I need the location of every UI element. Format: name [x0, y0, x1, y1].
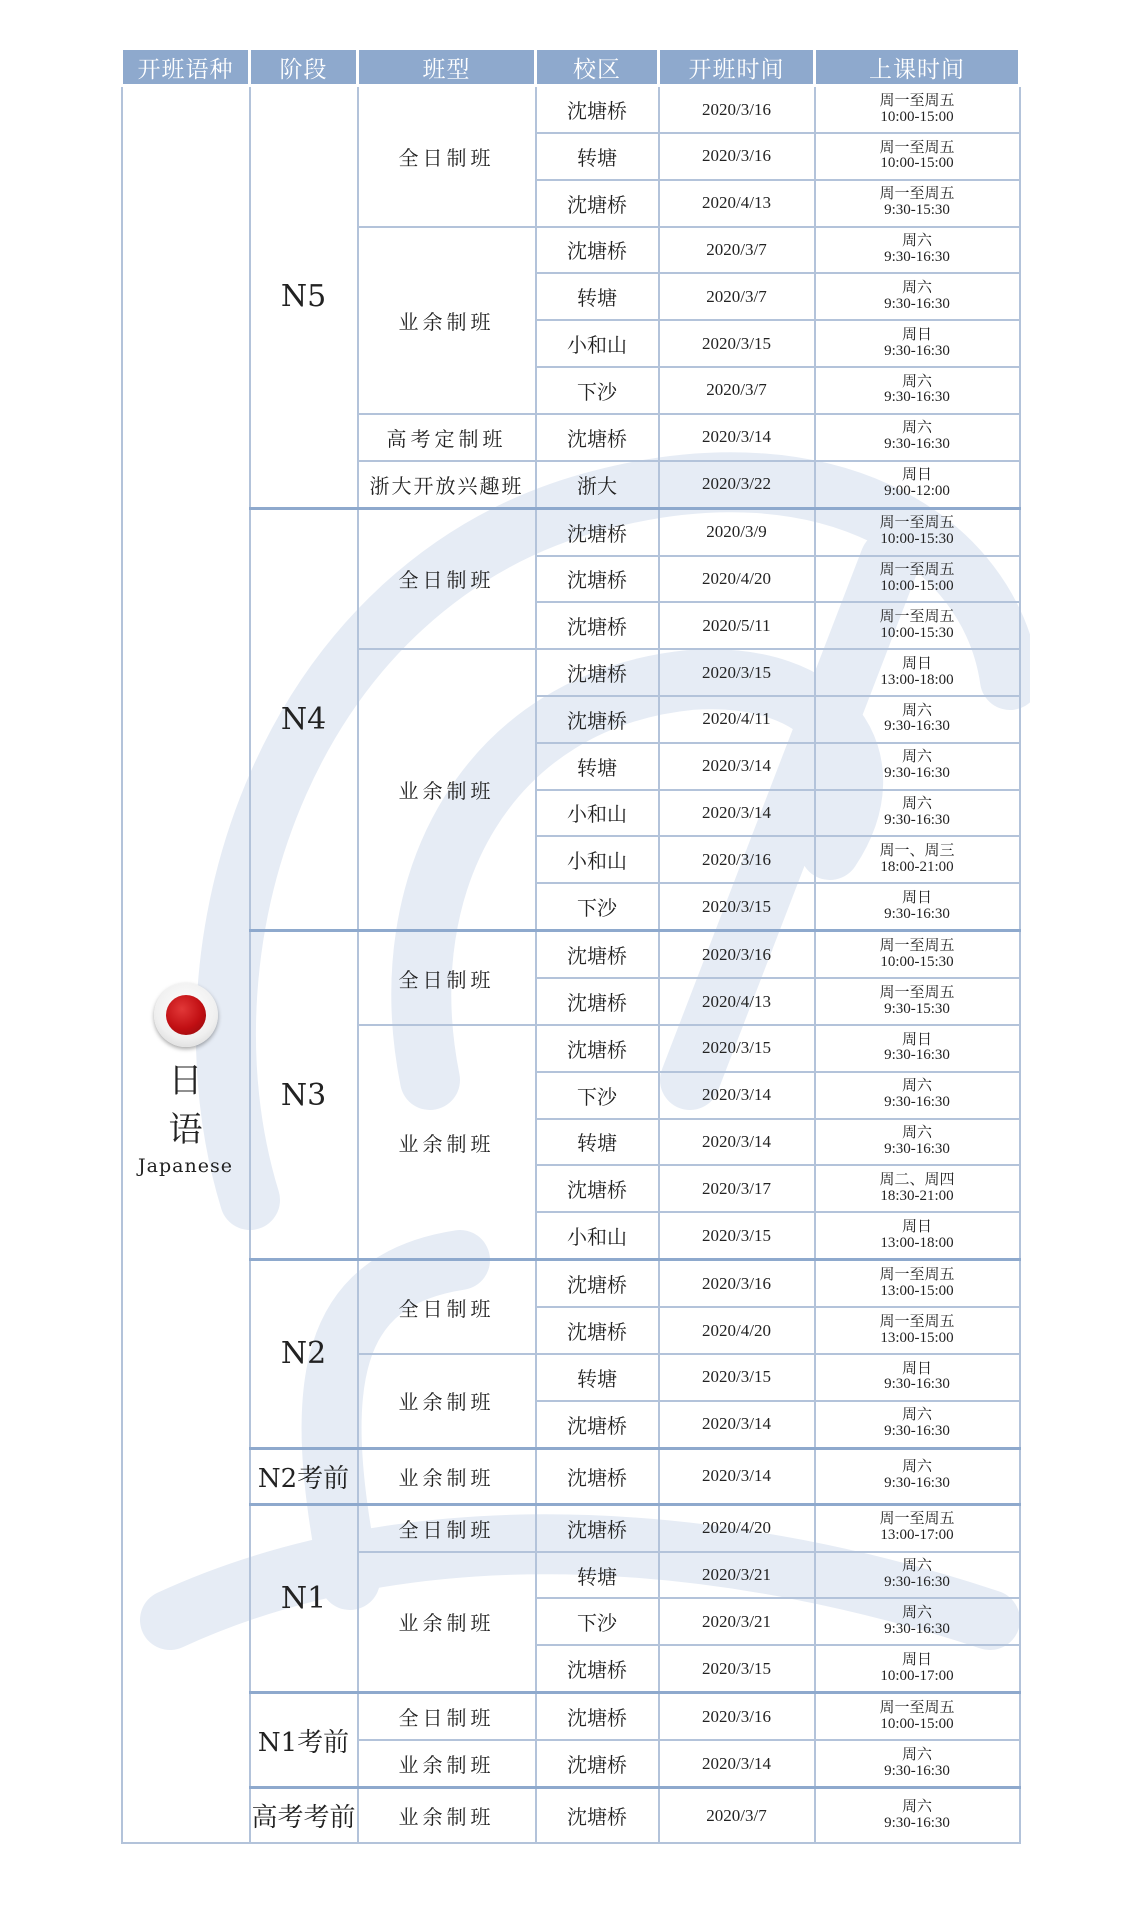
header-row: [122, 49, 1020, 86]
campus-cell: 沈塘桥: [536, 1740, 659, 1788]
start-date-cell: 2020/3/16: [659, 86, 815, 134]
campus-cell: 沈塘桥: [536, 1307, 659, 1354]
start-date-cell: 2020/4/13: [659, 180, 815, 227]
class-time-cell: [815, 180, 1020, 227]
start-date-cell: 2020/3/16: [659, 1693, 815, 1741]
campus-cell: 沈塘桥: [536, 931, 659, 979]
class-hours: 9:30-16:30: [884, 295, 950, 312]
start-date-cell: 2020/4/11: [659, 696, 815, 743]
campus-cell: 转塘: [536, 1552, 659, 1599]
class-time-cell: [815, 320, 1020, 367]
table-row: [122, 1504, 1020, 1552]
start-date-cell: 2020/3/14: [659, 1401, 815, 1449]
start-date-cell: 2020/3/15: [659, 883, 815, 931]
class-time-cell: [815, 1354, 1020, 1401]
class-time-cell: [815, 931, 1020, 979]
start-date-cell: 2020/3/7: [659, 273, 815, 320]
class-days: 周一至周五: [879, 562, 955, 579]
campus-cell: 沈塘桥: [536, 1693, 659, 1741]
campus-cell: 沈塘桥: [536, 1645, 659, 1693]
class-time-cell: [815, 1788, 1020, 1843]
class-hours: 10:00-15:30: [880, 624, 954, 641]
class-time-cell: [815, 1645, 1020, 1693]
class-time-cell: [815, 836, 1020, 883]
class-time-cell: [815, 227, 1020, 274]
language-name-en: Japanese: [138, 1154, 233, 1177]
class-days: 周日: [901, 1651, 932, 1668]
class-days: 周六: [901, 373, 932, 390]
class-type-cell: 全日制班: [358, 1260, 536, 1354]
class-type-cell: 业余制班: [358, 649, 536, 930]
class-days: 周一至周五: [879, 186, 955, 203]
stage-cell: 高考考前: [250, 1788, 358, 1843]
class-hours: 9:30-16:30: [884, 1574, 950, 1590]
table-row: [122, 1448, 1020, 1504]
campus-cell: 沈塘桥: [536, 696, 659, 743]
class-time-cell: [815, 273, 1020, 320]
class-hours: 9:30-16:30: [884, 1475, 950, 1492]
class-days: 周六: [901, 1798, 932, 1815]
class-time-cell: [815, 1598, 1020, 1645]
class-hours: 9:30-16:30: [884, 1762, 950, 1779]
start-date-cell: 2020/3/16: [659, 1260, 815, 1308]
start-date-cell: 2020/3/16: [659, 931, 815, 979]
header-class-time: 上课时间: [815, 49, 1020, 86]
stage-cell: N1考前: [250, 1693, 358, 1788]
campus-cell: 小和山: [536, 790, 659, 837]
class-hours: 10:00-17:00: [880, 1667, 954, 1684]
class-hours: 9:30-16:30: [884, 765, 950, 782]
start-date-cell: 2020/3/14: [659, 743, 815, 790]
campus-cell: 小和山: [536, 320, 659, 367]
class-type-cell: 业余制班: [358, 1025, 536, 1260]
class-days: 周六: [901, 1746, 932, 1763]
class-hours: 9:30-16:30: [884, 1047, 950, 1064]
campus-cell: 转塘: [536, 743, 659, 790]
start-date-cell: 2020/3/14: [659, 414, 815, 461]
class-hours: 10:00-15:00: [880, 577, 954, 594]
campus-cell: 沈塘桥: [536, 978, 659, 1025]
campus-cell: 沈塘桥: [536, 1788, 659, 1843]
class-time-cell: [815, 461, 1020, 509]
class-hours: 13:00-15:00: [880, 1282, 954, 1299]
start-date-cell: 2020/3/9: [659, 508, 815, 556]
class-hours: 9:30-16:30: [884, 718, 950, 735]
class-days: 周日: [901, 1031, 932, 1048]
japan-flag-icon: [154, 983, 218, 1047]
start-date-cell: 2020/3/15: [659, 1354, 815, 1401]
class-days: 周六: [901, 749, 932, 766]
campus-cell: 小和山: [536, 1212, 659, 1260]
campus-cell: 沈塘桥: [536, 1448, 659, 1504]
start-date-cell: 2020/3/15: [659, 649, 815, 696]
class-days: 周一至周五: [879, 139, 955, 156]
class-hours: 10:00-15:00: [880, 1715, 954, 1732]
campus-cell: 沈塘桥: [536, 508, 659, 556]
class-days: 周日: [901, 1218, 932, 1235]
class-time-cell: [815, 414, 1020, 461]
class-hours: 9:00-12:00: [884, 483, 950, 500]
class-days: 周六: [901, 1125, 932, 1142]
class-days: 周六: [901, 702, 932, 719]
start-date-cell: 2020/4/20: [659, 1307, 815, 1354]
class-hours: 9:30-16:30: [884, 1423, 950, 1440]
class-time-cell: [815, 649, 1020, 696]
language-block: [123, 983, 249, 1177]
class-hours: 18:00-21:00: [880, 858, 954, 875]
class-hours: 9:30-16:30: [884, 436, 950, 453]
class-time-cell: [815, 1504, 1020, 1552]
campus-cell: 沈塘桥: [536, 227, 659, 274]
header-class-type: 班型: [358, 49, 536, 86]
class-type-cell: 全日制班: [358, 86, 536, 227]
stage-cell: N2: [250, 1260, 358, 1449]
start-date-cell: 2020/3/15: [659, 320, 815, 367]
start-date-cell: 2020/3/7: [659, 227, 815, 274]
campus-cell: 转塘: [536, 133, 659, 180]
class-time-cell: [815, 1307, 1020, 1354]
class-days: 周一至周五: [879, 1266, 955, 1283]
start-date-cell: 2020/3/15: [659, 1025, 815, 1072]
stage-cell: N1: [250, 1504, 358, 1693]
class-hours: 10:00-15:00: [880, 108, 954, 125]
start-date-cell: 2020/3/15: [659, 1645, 815, 1693]
class-time-cell: [815, 1693, 1020, 1741]
campus-cell: 转塘: [536, 273, 659, 320]
campus-cell: 转塘: [536, 1119, 659, 1166]
class-time-cell: [815, 133, 1020, 180]
start-date-cell: 2020/3/14: [659, 1119, 815, 1166]
class-type-cell: 全日制班: [358, 508, 536, 649]
class-hours: 13:00-18:00: [880, 671, 954, 688]
class-time-cell: [815, 1740, 1020, 1788]
campus-cell: 沈塘桥: [536, 1504, 659, 1552]
start-date-cell: 2020/3/14: [659, 1072, 815, 1119]
start-date-cell: 2020/4/20: [659, 556, 815, 603]
class-hours: 9:30-16:30: [884, 1140, 950, 1157]
class-type-cell: 全日制班: [358, 931, 536, 1025]
start-date-cell: 2020/3/16: [659, 133, 815, 180]
campus-cell: 沈塘桥: [536, 556, 659, 603]
stage-cell: N2考前: [250, 1448, 358, 1504]
class-time-cell: [815, 1260, 1020, 1308]
campus-cell: 浙大: [536, 461, 659, 509]
campus-cell: 沈塘桥: [536, 1260, 659, 1308]
class-type-cell: 业余制班: [358, 1552, 536, 1693]
campus-cell: 沈塘桥: [536, 602, 659, 649]
class-days: 周日: [901, 1360, 932, 1377]
start-date-cell: 2020/5/11: [659, 602, 815, 649]
class-type-cell: 业余制班: [358, 1448, 536, 1504]
campus-cell: 下沙: [536, 367, 659, 414]
class-hours: 13:00-18:00: [880, 1234, 954, 1251]
class-days: 周六: [901, 1605, 932, 1622]
class-schedule-table: [120, 47, 1021, 1844]
header-campus: 校区: [536, 49, 659, 86]
campus-cell: 沈塘桥: [536, 180, 659, 227]
campus-cell: 沈塘桥: [536, 1165, 659, 1212]
class-days: 周一至周五: [879, 937, 955, 954]
campus-cell: 沈塘桥: [536, 1025, 659, 1072]
class-time-cell: [815, 1072, 1020, 1119]
table-row: [122, 508, 1020, 556]
class-type-cell: 高考定制班: [358, 414, 536, 461]
class-type-cell: 业余制班: [358, 1740, 536, 1788]
class-hours: 9:30-16:30: [884, 1376, 950, 1393]
class-days: 周一至周五: [879, 609, 955, 626]
start-date-cell: 2020/3/7: [659, 367, 815, 414]
class-time-cell: [815, 790, 1020, 837]
stage-cell: N4: [250, 508, 358, 931]
class-time-cell: [815, 86, 1020, 134]
class-days: 周一、周三: [879, 843, 955, 859]
start-date-cell: 2020/3/14: [659, 1740, 815, 1788]
class-hours: 9:30-16:30: [884, 342, 950, 359]
class-hours: 10:00-15:30: [880, 953, 954, 970]
class-type-cell: 全日制班: [358, 1504, 536, 1552]
class-time-cell: [815, 1212, 1020, 1260]
start-date-cell: 2020/3/21: [659, 1552, 815, 1599]
class-hours: 9:30-15:30: [884, 202, 950, 219]
class-time-cell: [815, 508, 1020, 556]
language-cell: [122, 86, 250, 1844]
class-time-cell: [815, 1119, 1020, 1166]
table-row: [122, 931, 1020, 979]
class-type-cell: 浙大开放兴趣班: [358, 461, 536, 509]
campus-cell: 沈塘桥: [536, 1401, 659, 1449]
start-date-cell: 2020/3/14: [659, 790, 815, 837]
class-days: 周一至周五: [879, 1313, 955, 1330]
class-days: 周一至周五: [879, 515, 955, 532]
class-time-cell: [815, 1401, 1020, 1449]
stage-cell: N5: [250, 86, 358, 509]
header-start-date: 开班时间: [659, 49, 815, 86]
campus-cell: 下沙: [536, 1598, 659, 1645]
class-days: 周六: [901, 1558, 932, 1575]
start-date-cell: 2020/4/13: [659, 978, 815, 1025]
class-days: 周六: [901, 1459, 932, 1476]
class-time-cell: [815, 1165, 1020, 1212]
class-hours: 9:30-16:30: [884, 811, 950, 828]
class-hours: 9:30-16:30: [884, 248, 950, 265]
start-date-cell: 2020/3/7: [659, 1788, 815, 1843]
campus-cell: 沈塘桥: [536, 86, 659, 134]
class-type-cell: 全日制班: [358, 1693, 536, 1741]
campus-cell: 转塘: [536, 1354, 659, 1401]
stage-cell: N3: [250, 931, 358, 1260]
table-row: [122, 1693, 1020, 1741]
table-row: [122, 1788, 1020, 1843]
campus-cell: 下沙: [536, 883, 659, 931]
header-stage: 阶段: [250, 49, 358, 86]
class-days: 周六: [901, 233, 932, 250]
class-hours: 13:00-17:00: [880, 1527, 954, 1544]
class-days: 周日: [901, 889, 932, 906]
class-days: 周日: [901, 326, 932, 343]
table-row: [122, 1260, 1020, 1308]
start-date-cell: 2020/3/14: [659, 1448, 815, 1504]
class-time-cell: [815, 978, 1020, 1025]
class-hours: 13:00-15:00: [880, 1329, 954, 1346]
class-days: 周六: [901, 1078, 932, 1095]
class-time-cell: [815, 602, 1020, 649]
class-days: 周日: [901, 655, 932, 672]
class-time-cell: [815, 556, 1020, 603]
start-date-cell: 2020/3/15: [659, 1212, 815, 1260]
campus-cell: 下沙: [536, 1072, 659, 1119]
class-time-cell: [815, 367, 1020, 414]
class-hours: 10:00-15:30: [880, 531, 954, 548]
class-days: 周六: [901, 1407, 932, 1424]
header-language: 开班语种: [122, 49, 250, 86]
class-hours: 9:30-16:30: [884, 905, 950, 922]
start-date-cell: 2020/3/22: [659, 461, 815, 509]
class-days: 周六: [901, 420, 932, 437]
start-date-cell: 2020/3/16: [659, 836, 815, 883]
class-hours: 10:00-15:00: [880, 155, 954, 172]
start-date-cell: 2020/3/17: [659, 1165, 815, 1212]
class-days: 周六: [901, 796, 932, 813]
language-name: 日 语: [168, 1060, 217, 1150]
campus-cell: 沈塘桥: [536, 414, 659, 461]
class-days: 周一至周五: [879, 984, 955, 1001]
class-hours: 9:30-16:30: [884, 389, 950, 406]
class-time-cell: [815, 743, 1020, 790]
class-time-cell: [815, 696, 1020, 743]
start-date-cell: 2020/4/20: [659, 1504, 815, 1552]
campus-cell: 沈塘桥: [536, 649, 659, 696]
class-hours: 9:30-16:30: [884, 1814, 950, 1831]
class-hours: 18:30-21:00: [880, 1187, 954, 1204]
class-time-cell: [815, 1552, 1020, 1599]
class-type-cell: 业余制班: [358, 227, 536, 414]
class-hours: 9:30-16:30: [884, 1620, 950, 1637]
class-days: 周一至周五: [879, 92, 955, 109]
class-days: 周日: [901, 467, 932, 484]
class-days: 周一至周五: [879, 1699, 955, 1716]
campus-cell: 小和山: [536, 836, 659, 883]
table-row: [122, 86, 1020, 134]
class-time-cell: [815, 1025, 1020, 1072]
class-time-cell: [815, 1448, 1020, 1504]
start-date-cell: 2020/3/21: [659, 1598, 815, 1645]
class-type-cell: 业余制班: [358, 1788, 536, 1843]
class-time-cell: [815, 883, 1020, 931]
class-type-cell: 业余制班: [358, 1354, 536, 1448]
class-days: 周一至周五: [879, 1511, 955, 1528]
class-hours: 9:30-16:30: [884, 1094, 950, 1111]
class-days: 周二、周四: [879, 1171, 955, 1188]
class-days: 周六: [901, 280, 932, 297]
class-hours: 9:30-15:30: [884, 1000, 950, 1017]
